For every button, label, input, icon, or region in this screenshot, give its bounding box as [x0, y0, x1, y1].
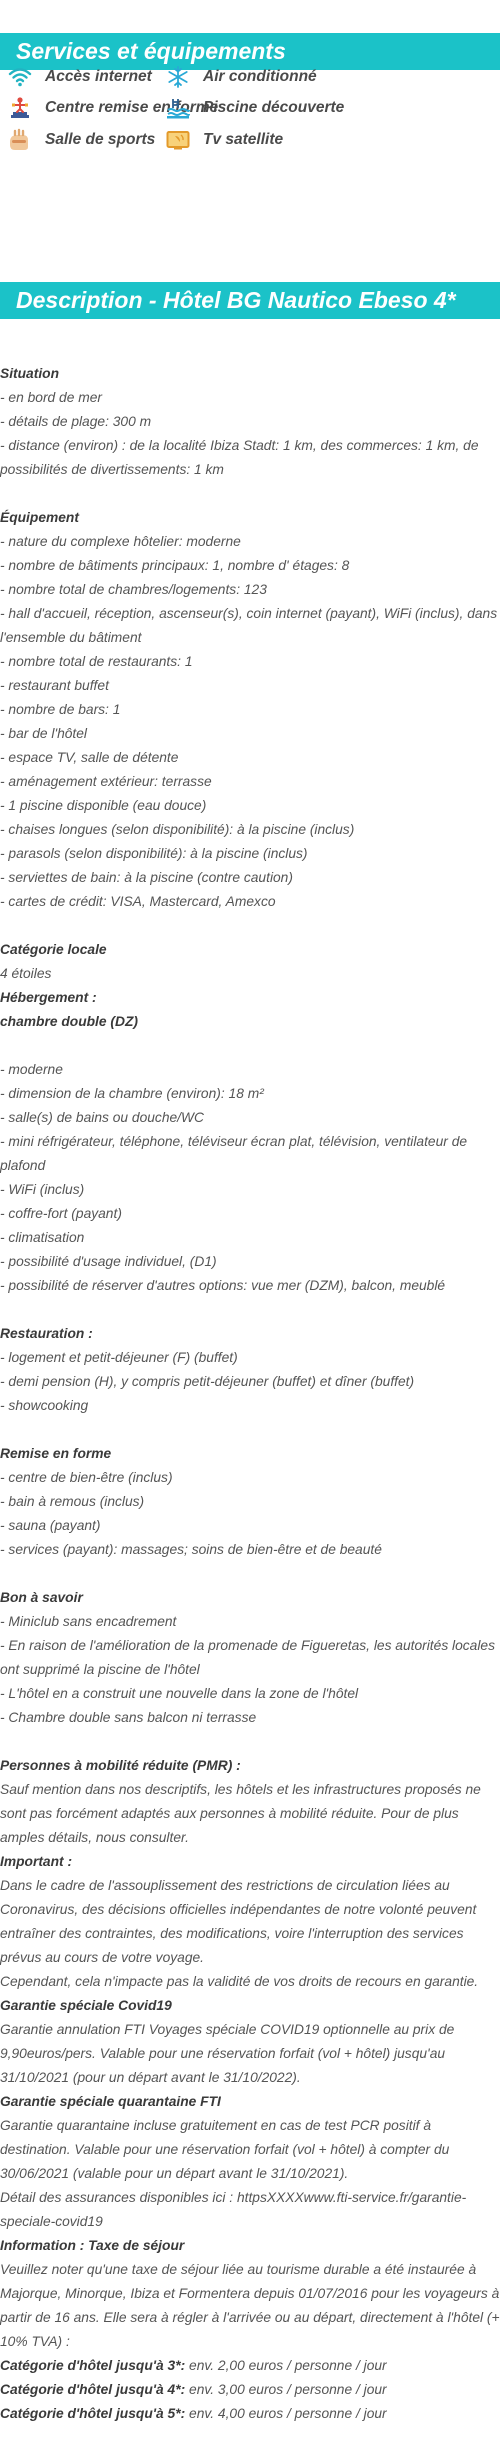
- tax-rate-value: env. 2,00 euros / personne / jour: [185, 2358, 387, 2373]
- satellite-tv-icon: [163, 126, 193, 154]
- snowflake-icon: [163, 63, 193, 91]
- description-line: - L'hôtel en a construit une nouvelle dans la zone de l'hôtel: [0, 1686, 359, 1701]
- description-line: Sauf mention dans nos descriptifs, les hôtels et les infrastructures proposés ne sont pas forcément adaptés aux personnes à mobilité réduite. Pour de plus amples détails, nous consulter.: [0, 1782, 481, 1845]
- description-line: - En raison de l'amélioration de la promenade de Figueretas, les autorités locales ont supprimé la piscine de l'hôtel: [0, 1638, 495, 1677]
- description-line: - demi pension (H), y compris petit-déjeuner (buffet) et dîner (buffet): [0, 1374, 415, 1389]
- section-heading: Situation: [0, 366, 60, 381]
- description-line: - nombre de bars: 1: [0, 702, 121, 717]
- description-line: - bar de l'hôtel: [0, 726, 87, 741]
- description-title: Description - Hôtel BG Nautico Ebeso 4*: [16, 287, 456, 313]
- section-heading: Équipement: [0, 510, 79, 525]
- tax-rate-row: [0, 2402, 500, 2426]
- section-heading: Hébergement :: [0, 990, 97, 1005]
- description-line: - aménagement extérieur: terrasse: [0, 774, 212, 789]
- description-body: [0, 362, 500, 2426]
- section-heading: Garantie spéciale Covid19: [0, 1998, 172, 2013]
- description-line: - hall d'accueil, réception, ascenseur(s), coin internet (payant), WiFi (inclus), dans l'ensemble du bâtiment: [0, 606, 498, 645]
- spacer: [0, 482, 500, 506]
- amenity-label: Centre remise en forme: [45, 99, 219, 116]
- description-line: - moderne: [0, 1062, 63, 1077]
- description-line: - WiFi (inclus): [0, 1182, 85, 1197]
- description-line: 4 étoiles: [0, 966, 52, 981]
- wifi-icon: [5, 63, 35, 91]
- tax-rate-row: [0, 2378, 500, 2402]
- amenity-label: Salle de sports: [45, 131, 156, 148]
- description-line: Veuillez noter qu'une taxe de séjour liée au tourisme durable a été instaurée à Majorque, Minorque, Ibiza et Formentera depuis 01/07/2016 pour les voyageurs à partir de 16 ans. Elle sera à régler à l'arrivée ou au départ, directement à l'hôtel (+ 10% TVA) :: [0, 2262, 500, 2349]
- description-line: - Chambre double sans balcon ni terrasse: [0, 1710, 257, 1725]
- description-line: - détails de plage: 300 m: [0, 414, 152, 429]
- description-line: - en bord de mer: [0, 390, 102, 405]
- section-heading: Catégorie locale: [0, 942, 107, 957]
- description-line: - Miniclub sans encadrement: [0, 1614, 177, 1629]
- description-line: - bain à remous (inclus): [0, 1494, 145, 1509]
- amenity-internet: [5, 63, 152, 91]
- spacer: [0, 1034, 500, 1058]
- description-line: - distance (environ) : de la localité Ibiza Stadt: 1 km, des commerces: 1 km, de possibilités de divertissements: 1 km: [0, 438, 479, 477]
- description-line: - centre de bien-être (inclus): [0, 1470, 173, 1485]
- description-line: - possibilité de réserver d'autres options: vue mer (DZM), balcon, meublé: [0, 1278, 446, 1293]
- tax-rate-label: Catégorie d'hôtel jusqu'à 3*:: [0, 2358, 186, 2373]
- tax-rate-value: env. 3,00 euros / personne / jour: [185, 2382, 387, 2397]
- description-line: Garantie quarantaine incluse gratuitement en cas de test PCR positif à destination. Valable pour une réservation forfait (vol + hôtel) à compter du 30/06/2021 (valable pour un départ avant le 31/10/2021).: [0, 2118, 450, 2181]
- description-line: - serviettes de bain: à la piscine (contre caution): [0, 870, 293, 885]
- description-line: - logement et petit-déjeuner (F) (buffet): [0, 1350, 238, 1365]
- description-line: - nombre total de restaurants: 1: [0, 654, 193, 669]
- services-title: Services et équipements: [16, 38, 286, 64]
- amenity-air-conditioning: [163, 63, 317, 91]
- tax-rate-label: Catégorie d'hôtel jusqu'à 4*:: [0, 2382, 186, 2397]
- tax-rate-row: [0, 2354, 500, 2378]
- description-line: - restaurant buffet: [0, 678, 109, 693]
- description-line: - coffre-fort (payant): [0, 1206, 122, 1221]
- description-line: - chaises longues (selon disponibilité): à la piscine (inclus): [0, 822, 355, 837]
- description-line: Cependant, cela n'impacte pas la validité de vos droits de recours en garantie.: [0, 1974, 479, 1989]
- fitness-center-icon: [5, 94, 35, 122]
- description-line: - nombre total de chambres/logements: 123: [0, 582, 267, 597]
- section-heading: Remise en forme: [0, 1446, 112, 1461]
- amenity-label: Air conditionné: [203, 68, 317, 85]
- section-heading: Important :: [0, 1854, 73, 1869]
- gym-icon: [5, 126, 35, 154]
- description-line: - 1 piscine disponible (eau douce): [0, 798, 207, 813]
- description-line: - espace TV, salle de détente: [0, 750, 179, 765]
- section-heading: chambre double (DZ): [0, 1014, 138, 1029]
- amenity-gym: [5, 126, 155, 154]
- spacer: [0, 1562, 500, 1586]
- section-heading: Bon à savoir: [0, 1590, 83, 1605]
- description-line: - parasols (selon disponibilité): à la piscine (inclus): [0, 846, 308, 861]
- description-line: - salle(s) de bains ou douche/WC: [0, 1110, 204, 1125]
- description-line: - dimension de la chambre (environ): 18 m²: [0, 1086, 264, 1101]
- description-line: - nature du complexe hôtelier: moderne: [0, 534, 241, 549]
- amenity-label: Piscine découverte: [203, 99, 345, 116]
- tax-rate-label: Catégorie d'hôtel jusqu'à 5*:: [0, 2406, 186, 2421]
- description-line: Détail des assurances disponibles ici : httpsXXXXwww.fti-service.fr/garantie-speciale-covid19: [0, 2190, 467, 2229]
- section-heading: Personnes à mobilité réduite (PMR) :: [0, 1758, 241, 1773]
- section-heading: Garantie spéciale quarantaine FTI: [0, 2094, 221, 2109]
- description-line: - services (payant): massages; soins de bien-être et de beauté: [0, 1542, 382, 1557]
- spacer: [0, 914, 500, 938]
- amenity-label: Tv satellite: [203, 131, 284, 148]
- spacer: [0, 1730, 500, 1754]
- tax-rate-value: env. 4,00 euros / personne / jour: [185, 2406, 387, 2421]
- description-line: - mini réfrigérateur, téléphone, téléviseur écran plat, télévision, ventilateur de plafond: [0, 1134, 468, 1173]
- amenity-outdoor-pool: [163, 94, 344, 122]
- section-heading: Restauration :: [0, 1326, 93, 1341]
- description-banner: [0, 282, 500, 319]
- amenity-satellite-tv: [163, 126, 283, 154]
- description-line: - nombre de bâtiments principaux: 1, nombre d' étages: 8: [0, 558, 350, 573]
- section-heading: Information : Taxe de séjour: [0, 2238, 185, 2253]
- spacer: [0, 1298, 500, 1322]
- description-line: Dans le cadre de l'assouplissement des restrictions de circulation liées au Coronavirus, des décisions officielles indépendantes de notre volonté peuvent entraîner des contraintes, des modifications, voire l'interruption des services prévus au cours de votre voyage.: [0, 1878, 477, 1965]
- outdoor-pool-icon: [163, 94, 193, 122]
- description-line: - possibilité d'usage individuel, (D1): [0, 1254, 217, 1269]
- description-line: - cartes de crédit: VISA, Mastercard, Amexco: [0, 894, 276, 909]
- amenity-label: Accès internet: [45, 68, 152, 85]
- description-line: Garantie annulation FTI Voyages spéciale COVID19 optionnelle au prix de 9,90euros/pers. Valable pour une réservation forfait (vol + hôtel) jusqu'au 31/10/2021 (pour un départ avant le 31/10/2022).: [0, 2022, 455, 2085]
- description-line: - climatisation: [0, 1230, 85, 1245]
- description-line: - sauna (payant): [0, 1518, 101, 1533]
- spacer: [0, 1418, 500, 1442]
- description-line: - showcooking: [0, 1398, 89, 1413]
